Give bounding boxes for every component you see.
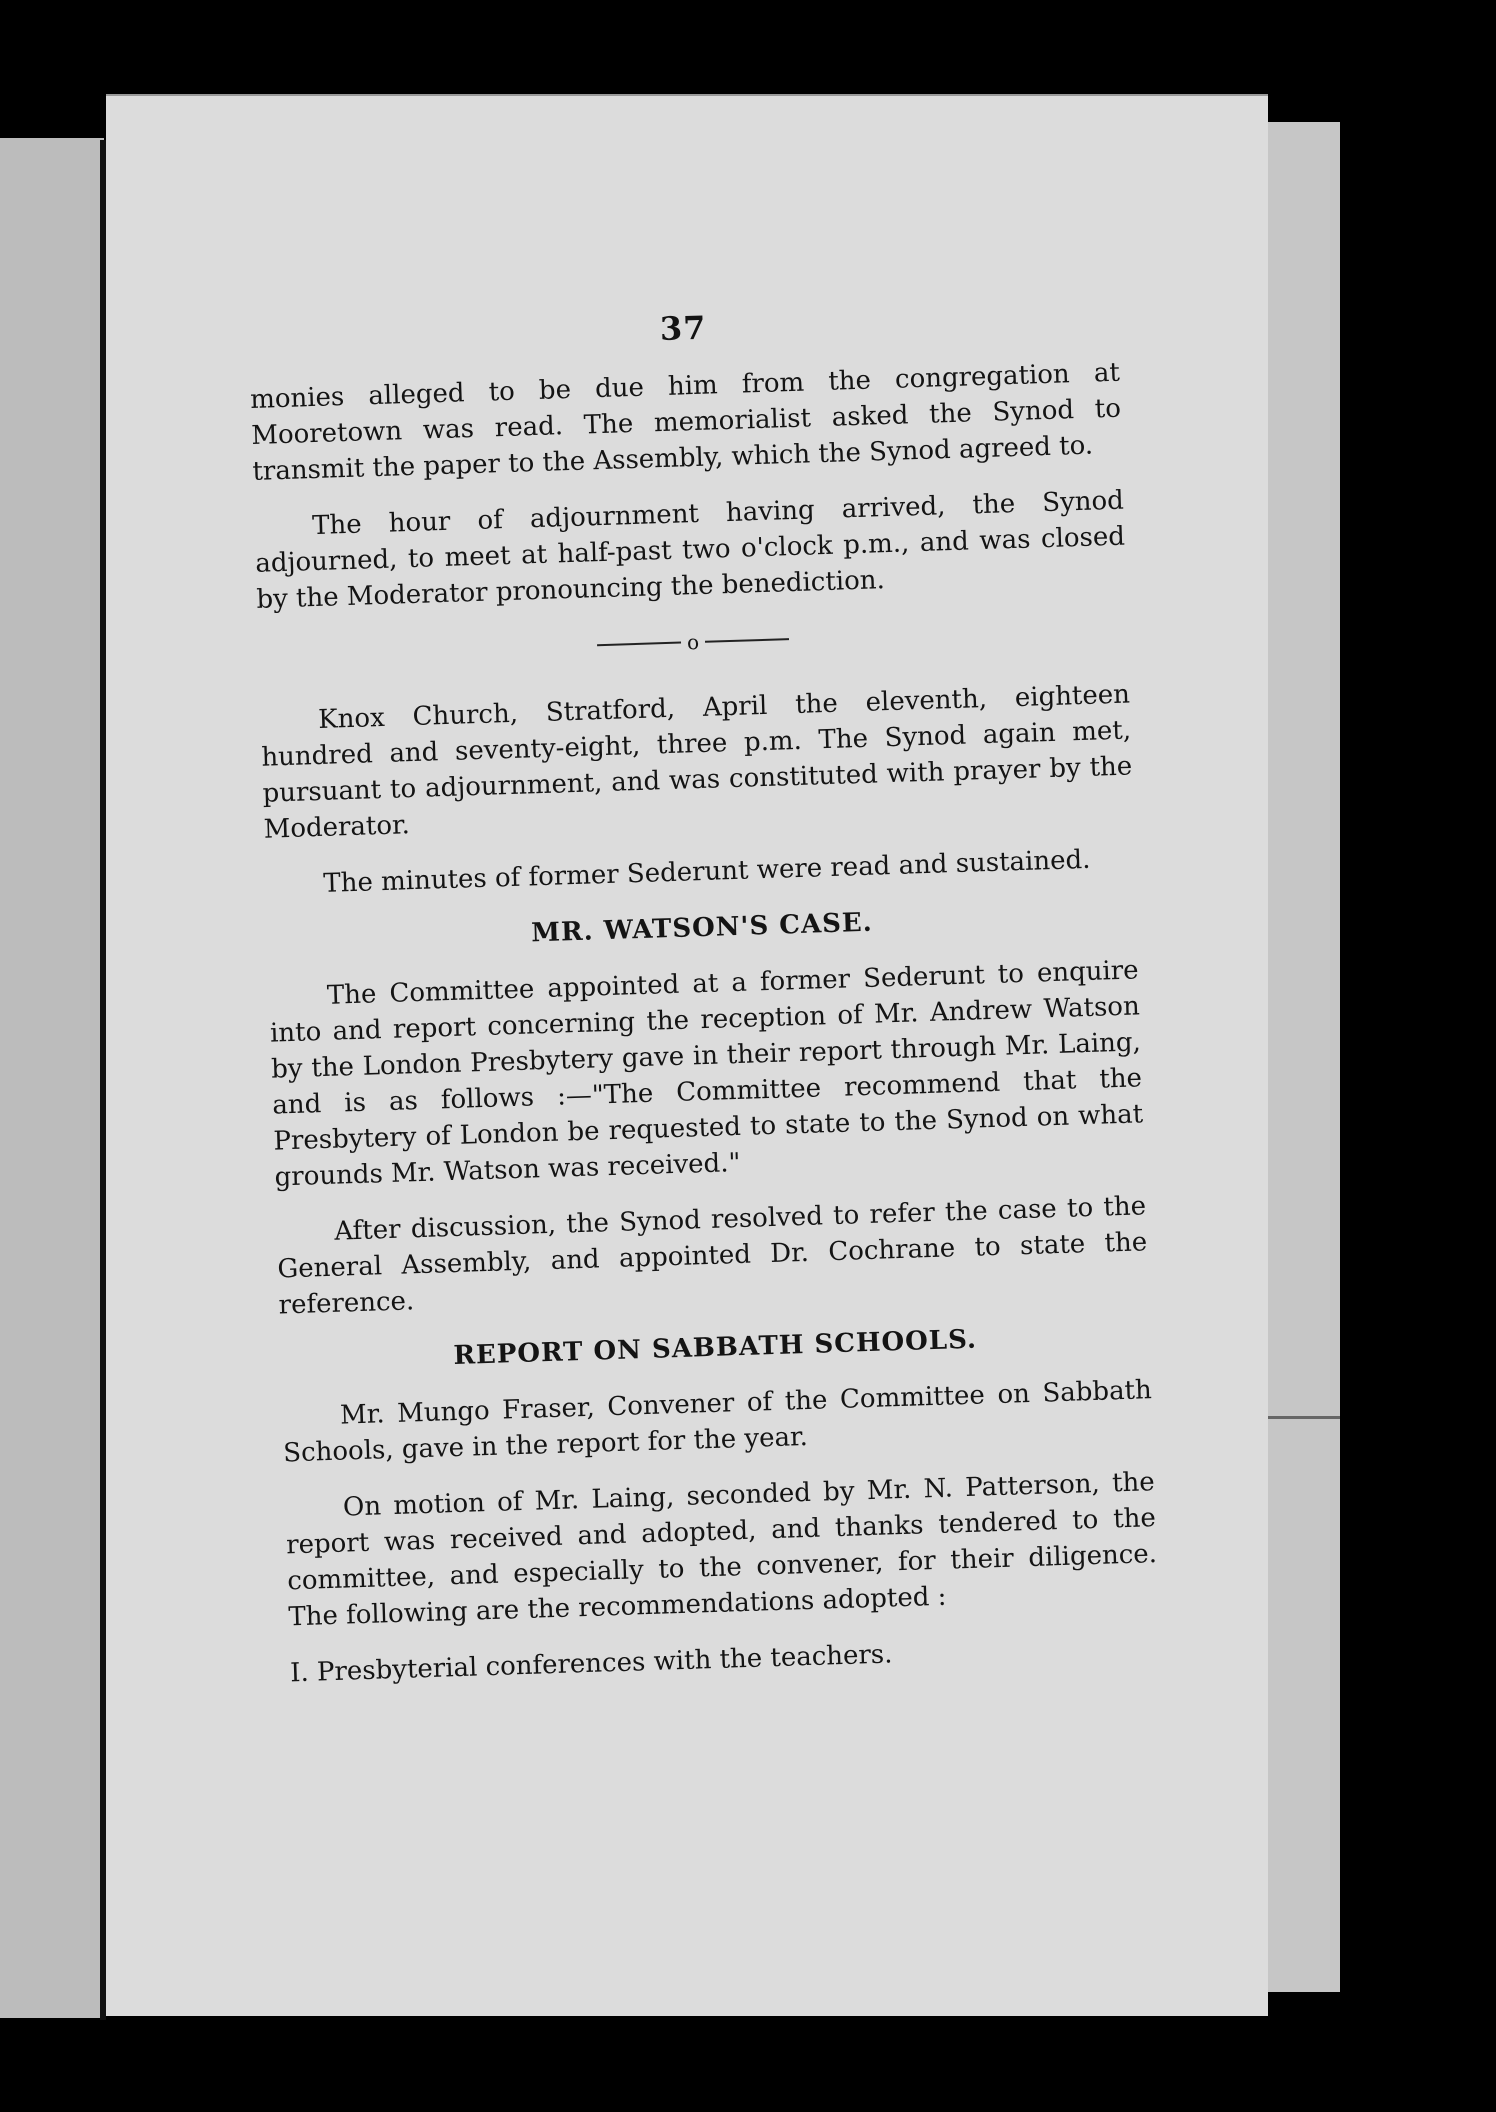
page-number: 37 <box>659 308 708 349</box>
paragraph-sederunt-opening: Knox Church, Stratford, April the eleventh, eighteen hundred and seventy-eight, three p.m. The Synod again met, pursuant to adjournment, and was constituted with prayer by the Moderator. <box>260 679 1133 845</box>
section-separator <box>258 611 1129 674</box>
separator-rule-left <box>597 642 681 647</box>
paragraph-adjournment: The hour of adjournment having arrived, the Synod adjourned, to meet at half-past two o'clock p.m., and was closed by the Moderator pronouncing the benediction. <box>254 485 1126 615</box>
paragraph-committee-report: The Committee appointed at a former Sederunt to enquire into and report concerning the reception of Mr. Andrew Watson by the London Presbytery gave in their report through Mr. Laing, and is as follows :—"The Committee recommend that the Presbytery of London be requested to state to the Synod on what grounds Mr. Watson was received." <box>269 955 1144 1193</box>
recommendation-item: I. Presbyterial conferences with the teachers. <box>289 1639 893 1689</box>
paragraph-memorial: monies alleged to be due him from the congregation at Mooretown was read. The memorialist asked the Synod to transmit the paper to the Assembly, which the Synod agreed to. <box>249 357 1122 487</box>
paragraph-motion: On motion of Mr. Laing, seconded by Mr. N. Patterson, the report was received and adopted, and thanks tendered to the committee, and especially to the convener, for their diligence. The following are the recommendations adopted : <box>285 1467 1158 1633</box>
paragraph-reference: After discussion, the Synod resolved to refer the case to the General Assembly, and appointed Dr. Cochrane to state the reference. <box>277 1191 1148 1321</box>
paragraph-convener: Mr. Mungo Fraser, Convener of the Committee on Sabbath Schools, gave in the report for the year. <box>282 1375 1153 1469</box>
page-content <box>248 303 1161 1712</box>
facing-page-edge <box>0 138 104 2018</box>
separator-rule-right <box>705 638 789 643</box>
separator-mark: o <box>686 629 700 655</box>
paragraph-minutes: The minutes of former Sederunt were read and sustained. <box>322 844 1091 899</box>
heading-watson-case: MR. WATSON'S CASE. <box>530 907 874 949</box>
heading-sabbath-schools: REPORT ON SABBATH SCHOOLS. <box>452 1324 978 1372</box>
next-page-edge <box>1260 122 1340 1992</box>
